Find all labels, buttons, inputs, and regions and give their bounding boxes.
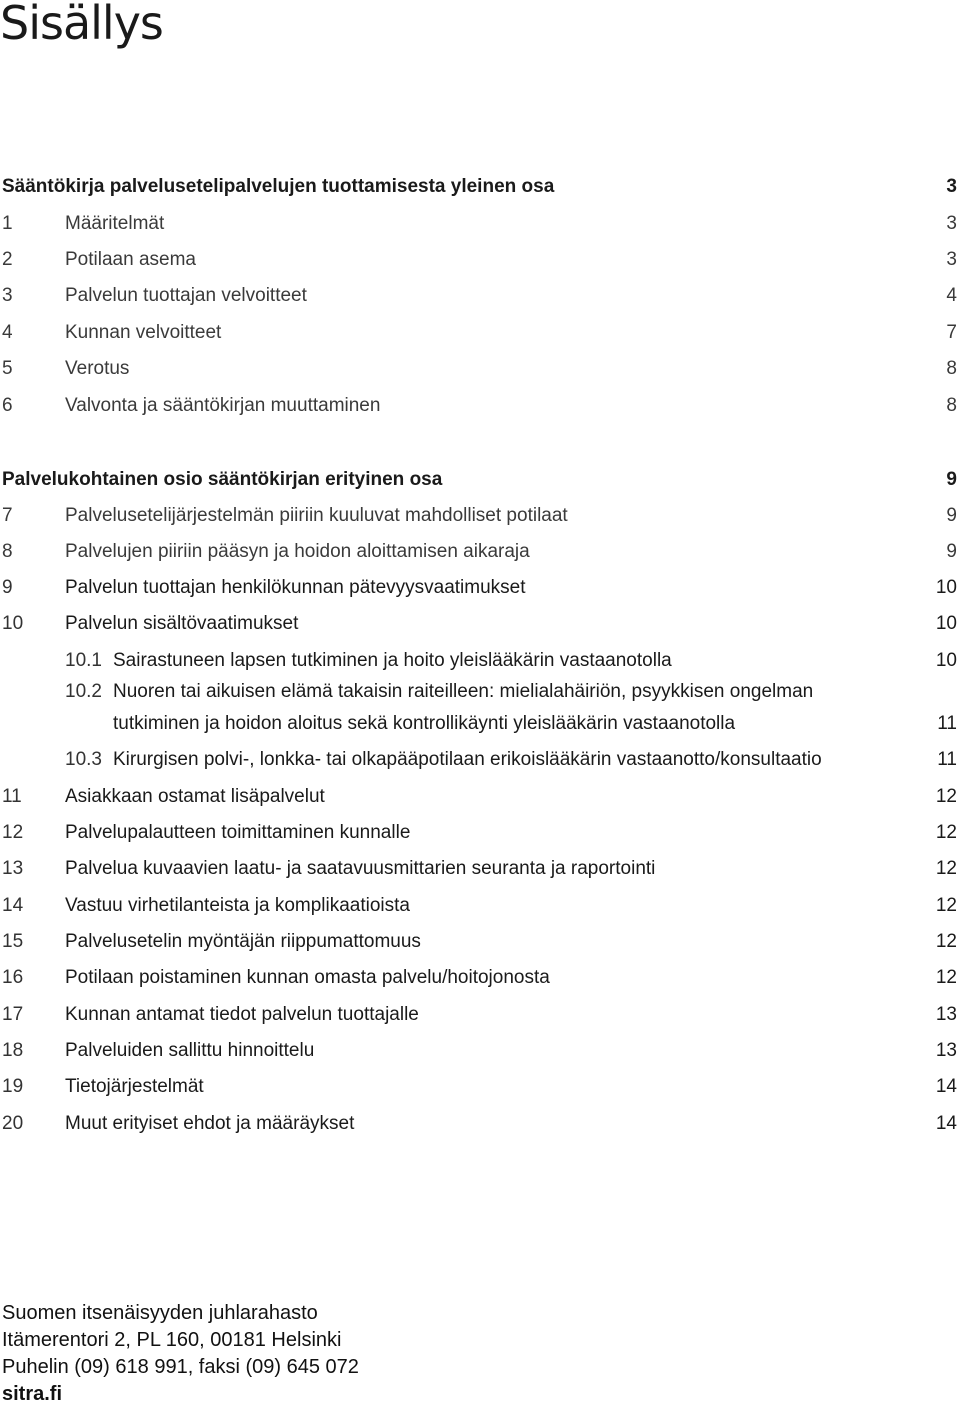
page-title: Sisällys [0,0,163,50]
toc-item[interactable] [0,354,960,384]
toc-item[interactable] [0,854,960,884]
toc-page-number: 9 [946,469,957,490]
toc-item[interactable] [0,1109,960,1139]
toc-item-number: 1 [2,213,13,234]
toc-item-label: Palvelun tuottajan velvoitteet [65,285,307,306]
toc-item-number: 7 [2,505,13,526]
toc-item-label: Vastuu virhetilanteista ja komplikaatioista [65,895,410,916]
toc-item[interactable] [0,573,960,603]
toc-section-heading[interactable] [0,172,960,202]
phone-fax: Puhelin (09) 618 991, faksi (09) 645 072 [2,1356,359,1378]
toc-item[interactable] [0,318,960,348]
toc-item-number: 20 [2,1113,24,1134]
toc-item-label: Asiakkaan ostamat lisäpalvelut [65,786,325,807]
toc-item-label: Verotus [65,358,130,379]
toc-item-label: Palvelusetelin myöntäjän riippumattomuus [65,931,421,952]
toc-item[interactable] [0,891,960,921]
toc-item[interactable] [0,1036,960,1066]
toc-item-label: Valvonta ja sääntökirjan muuttaminen [65,395,381,416]
footer-contact-block [2,1300,359,1408]
toc-page-number: 10 [935,577,957,598]
toc-page-number: 12 [935,858,957,879]
toc-item-number: 11 [2,786,22,807]
toc-item-number: 9 [2,577,13,598]
toc-item[interactable] [0,609,960,639]
toc-item-number: 15 [2,931,24,952]
toc-subitem-number: 10.1 [65,650,102,671]
toc-subitem-label: Sairastuneen lapsen tutkiminen ja hoito yleislääkärin vastaanotolla [113,650,672,671]
toc-item[interactable] [0,1072,960,1102]
toc-page-number: 3 [946,213,957,234]
toc-item-number: 10 [2,613,24,634]
toc-subitem-label: Kirurgisen polvi-, lonkka- tai olkapääpotilaan erikoislääkärin vastaanotto/konsultaatio [113,749,822,770]
toc-page-number: 3 [946,249,957,270]
toc-item-number: 8 [2,541,13,562]
toc-item[interactable] [0,1000,960,1030]
toc-item-number: 6 [2,395,13,416]
toc-item-number: 3 [2,285,13,306]
toc-page-number: 8 [946,395,957,416]
toc-subitem[interactable] [0,745,960,775]
toc-item-label: Kunnan antamat tiedot palvelun tuottajalle [65,1004,419,1025]
toc-item[interactable] [0,391,960,421]
toc-item-label: Palvelusetelijärjestelmän piiriin kuuluvat mahdolliset potilaat [65,505,568,526]
toc-item-label: Palveluiden sallittu hinnoittelu [65,1040,315,1061]
toc-item-label: Tietojärjestelmät [65,1076,204,1097]
toc-page-number: 9 [946,541,957,562]
toc-page-number: 10 [935,613,957,634]
toc-item[interactable] [0,537,960,567]
toc-item-number: 14 [2,895,24,916]
toc-page-number: 14 [935,1076,957,1097]
toc-page-number: 10 [935,650,957,671]
toc-item-number: 16 [2,967,24,988]
toc-item-label: Palvelua kuvaavien laatu- ja saatavuusmittarien seuranta ja raportointi [65,858,656,879]
toc-page-number: 9 [946,505,957,526]
toc-page-number: 3 [946,176,957,197]
toc-subitem-continuation[interactable] [0,709,960,739]
toc-item-label: Palvelupalautteen toimittaminen kunnalle [65,822,411,843]
toc-item-number: 19 [2,1076,24,1097]
toc-item-number: 5 [2,358,13,379]
toc-section-label: Sääntökirja palvelusetelipalvelujen tuottamisesta yleinen osa [2,176,555,197]
toc-page-number: 12 [935,786,957,807]
toc-item-label: Palvelun tuottajan henkilökunnan pätevyysvaatimukset [65,577,526,598]
toc-item-label: Määritelmät [65,213,165,234]
toc-item[interactable] [0,927,960,957]
toc-subitem[interactable] [0,677,960,707]
toc-page-number: 12 [935,822,957,843]
toc-item-number: 4 [2,322,13,343]
toc-item[interactable] [0,245,960,275]
toc-subitem-label-continued: tutkiminen ja hoidon aloitus sekä kontrollikäynti yleislääkärin vastaanotolla [113,713,736,734]
toc-item[interactable] [0,963,960,993]
toc-page-number: 8 [946,358,957,379]
website-link[interactable]: sitra.fi [2,1383,63,1405]
toc-item-number: 13 [2,858,24,879]
toc-subitem-number: 10.3 [65,749,102,770]
toc-page-number: 12 [935,967,957,988]
toc-page-number: 13 [935,1004,957,1025]
toc-item-number: 2 [2,249,13,270]
toc-section-label: Palvelukohtainen osio sääntökirjan erityinen osa [2,469,443,490]
toc-item-label: Muut erityiset ehdot ja määräykset [65,1113,355,1134]
toc-item-number: 18 [2,1040,24,1061]
toc-page-number: 12 [935,931,957,952]
toc-item-label: Potilaan asema [65,249,196,270]
toc-item[interactable] [0,209,960,239]
address: Itämerentori 2, PL 160, 00181 Helsinki [2,1329,342,1351]
toc-subitem[interactable] [0,646,960,676]
toc-page-number: 4 [946,285,957,306]
toc-subitem-number: 10.2 [65,681,102,702]
toc-item-label: Kunnan velvoitteet [65,322,222,343]
toc-page-number: 12 [935,895,957,916]
toc-page-number: 11 [937,713,957,734]
toc-page-number: 7 [946,322,957,343]
toc-subitem-label: Nuoren tai aikuisen elämä takaisin raiteilleen: mielialahäiriön, psyykkisen ongelman [113,681,814,702]
toc-page-number: 13 [935,1040,957,1061]
toc-section-heading[interactable] [0,465,960,495]
toc-item-label: Potilaan poistaminen kunnan omasta palvelu/hoitojonosta [65,967,550,988]
toc-item[interactable] [0,818,960,848]
toc-item[interactable] [0,281,960,311]
toc-item-label: Palvelun sisältövaatimukset [65,613,299,634]
toc-item[interactable] [0,501,960,531]
organization-name: Suomen itsenäisyyden juhlarahasto [2,1302,318,1324]
toc-item[interactable] [0,782,960,812]
toc-item-number: 12 [2,822,24,843]
toc-page-number: 11 [937,749,957,770]
toc-item-label: Palvelujen piiriin pääsyn ja hoidon aloittamisen aikaraja [65,541,530,562]
toc-page-number: 14 [935,1113,957,1134]
toc-item-number: 17 [2,1004,24,1025]
